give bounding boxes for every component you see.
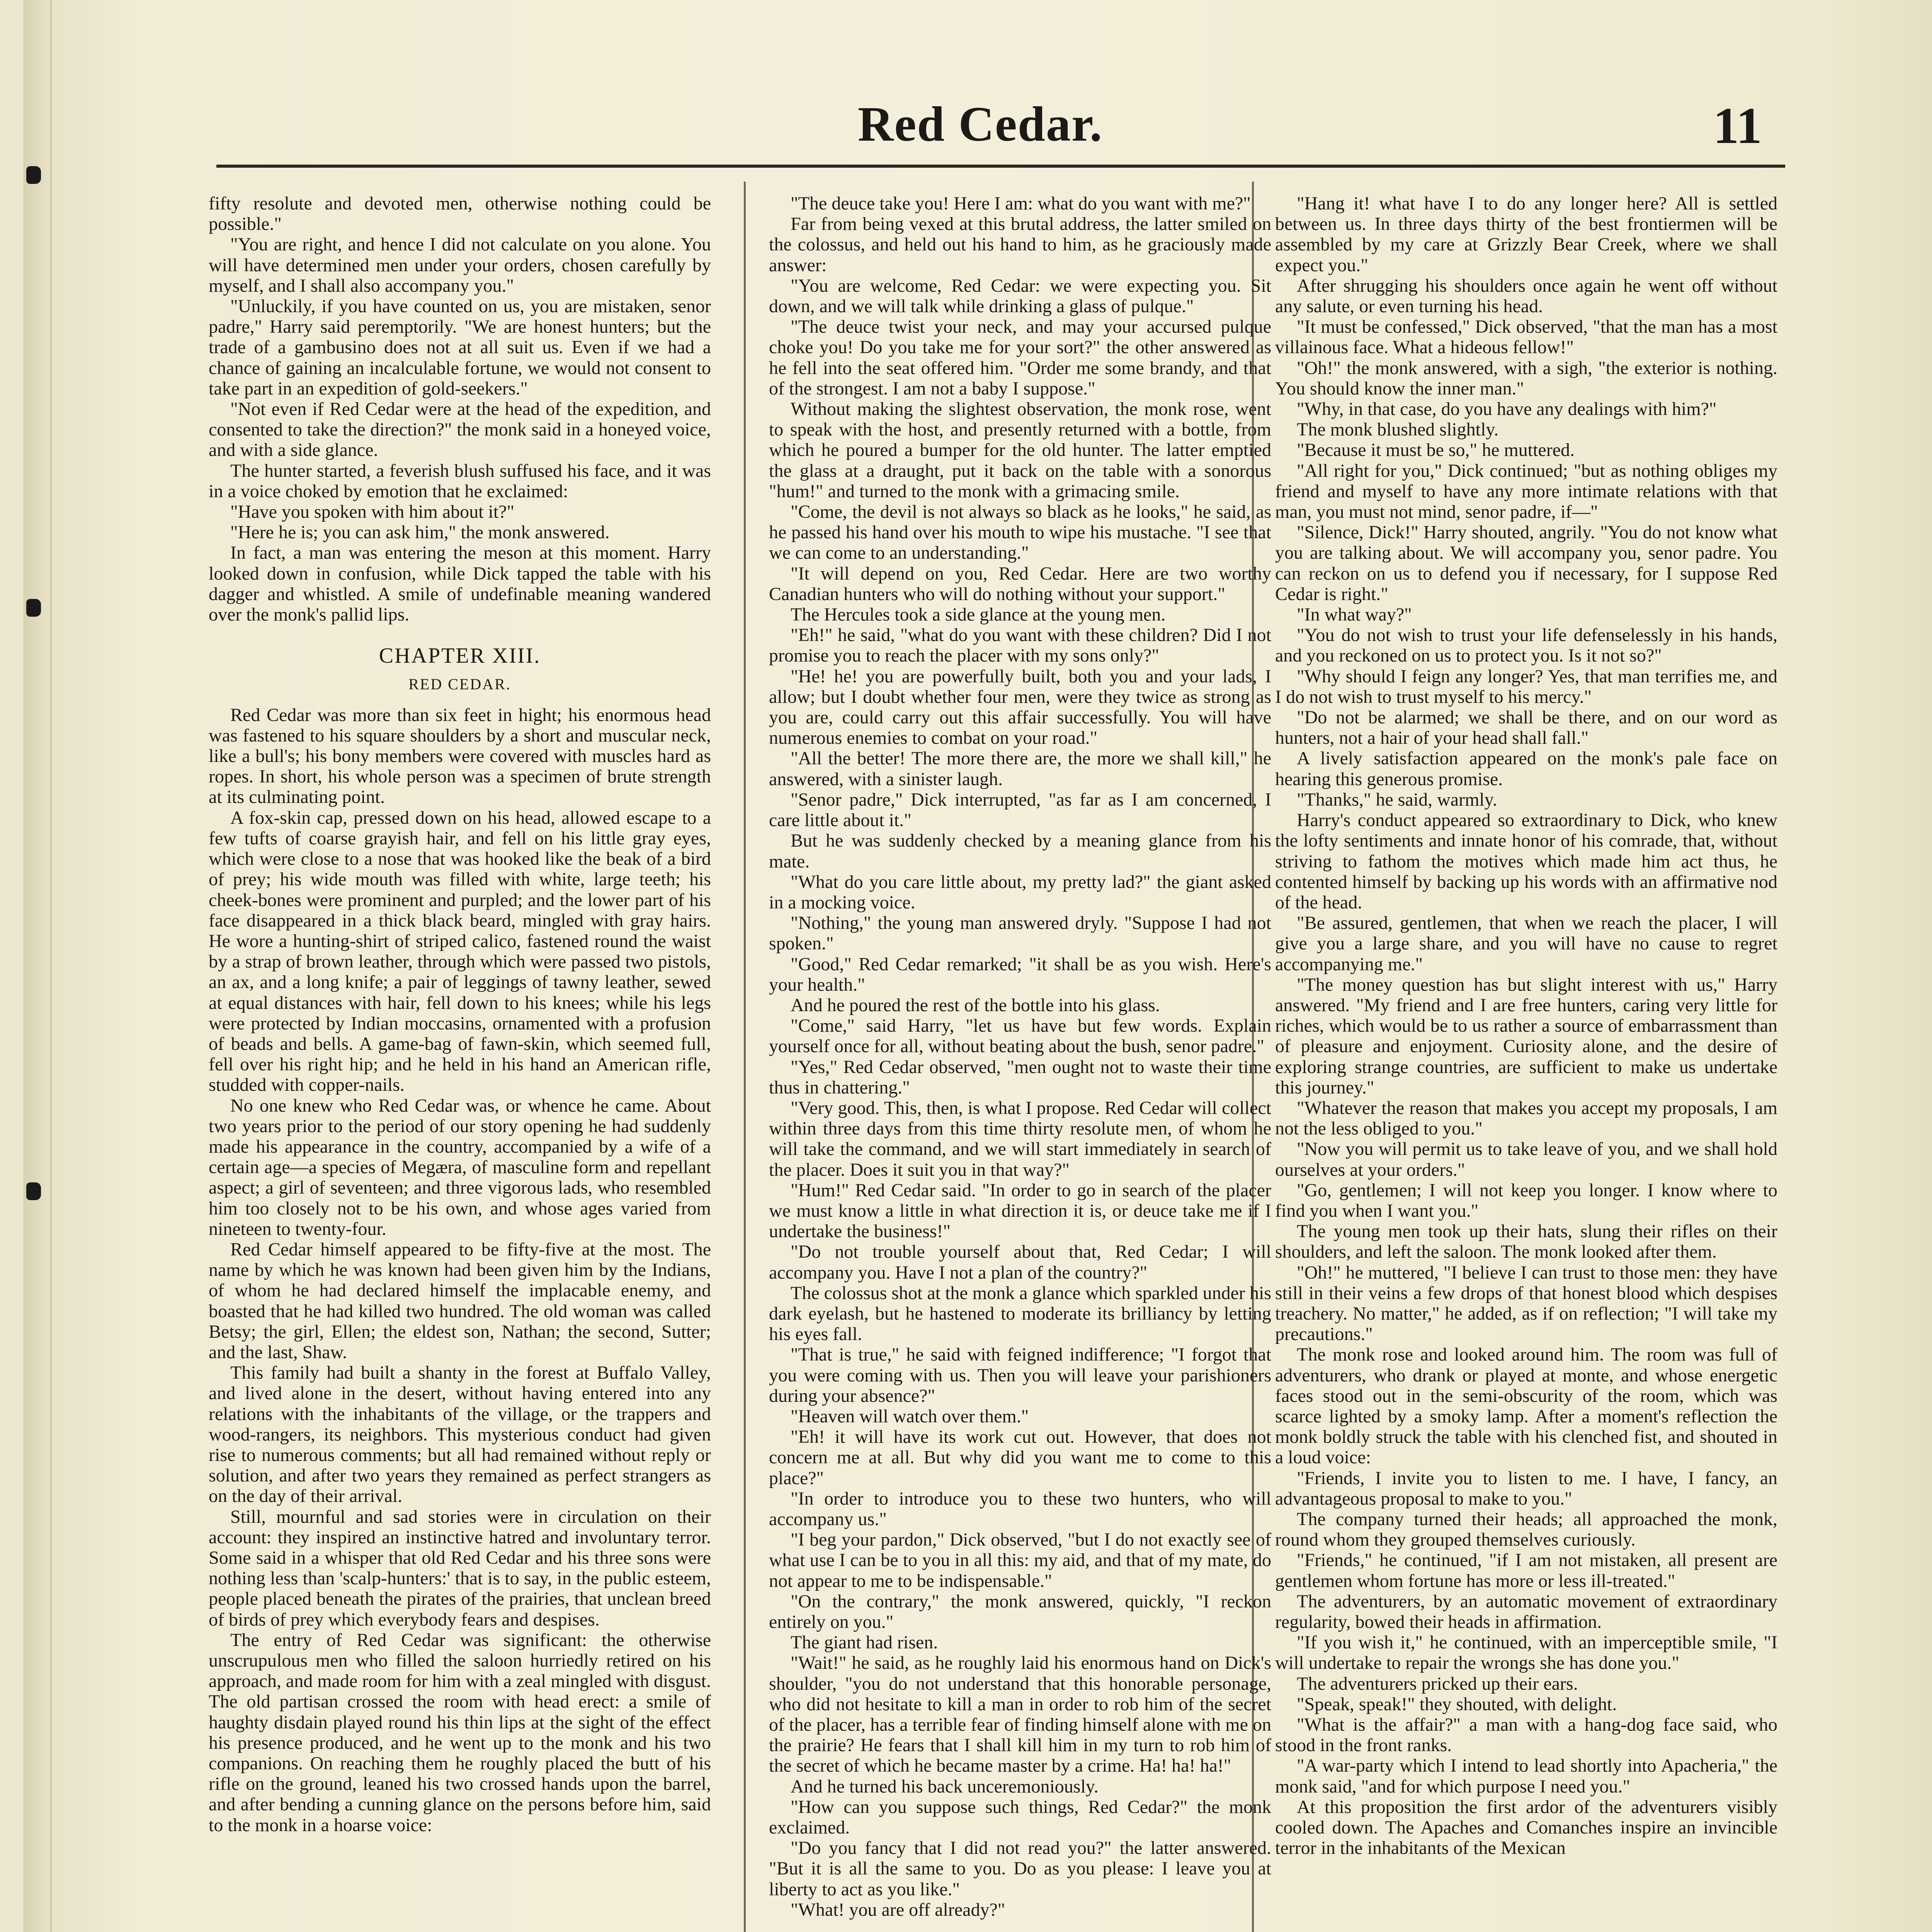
paragraph: fifty resolute and devoted men, otherwise nothing could be possible." [209,193,711,235]
paragraph: "Thanks," he said, warmly. [1297,789,1497,810]
paragraph: The Hercules took a side glance at the young men. [791,604,1166,625]
paragraph: Without making the slightest observation, the monk rose, went to speak with the host, and presently returned with a bottle, from which he poured a bumper for the old hunter. The latter emptied the glass at a draught, put it back on the table with a sonorous "hum!" and turned to the monk with a grimacing smile. [769,399,1271,502]
paragraph: The giant had risen. [791,1632,938,1653]
paragraph: "Now you will permit us to take leave of you, and we shall hold ourselves at your orders." [1275,1139,1777,1180]
paragraph: "Wait!" he said, as he roughly laid his enormous hand on Dick's shoulder, "you do not understand that this honorable personage, who did not hesitate to kill a man in order to rob him of the secret of the placer, has a terrible fear of finding himself alone with me on the prairie? He fears that I shall kill him in my turn to rob him of the secret of which he became master by a crime. Ha! ha! ha!" [769,1653,1271,1776]
paragraph: The monk blushed slightly. [1297,419,1499,440]
binding-pin [26,1182,41,1200]
paragraph: "Eh!" he said, "what do you want with these children? Did I not promise you to reach the placer with my sons only?" [769,625,1271,666]
paragraph: Red Cedar himself appeared to be fifty-five at the most. The name by which he was known had been given him by the Indians, of whom he had declared himself the implacable enemy, and boasted that he had killed two hundred. The old woman was called Betsy; the girl, Ellen; the eldest son, Nathan; the second, Sutter; and the last, Shaw. [209,1239,711,1362]
paragraph: "Do not trouble yourself about that, Red Cedar; I will accompany you. Have I not a plan of the country?" [769,1242,1271,1283]
paragraph: The company turned their heads; all approached the monk, round whom they grouped themselves curiously. [1275,1509,1777,1550]
paragraph: Red Cedar was more than six feet in hight; his enormous head was fastened to his square shoulders by a short and muscular neck, like a bull's; his bony members were covered with muscles hard as ropes. In short, his whole person was a specimen of brute strength at its culminating point. [209,704,711,808]
paragraph: "Silence, Dick!" Harry shouted, angrily. "You do not know what you are talking about. We will accompany you, senor padre. You can reckon on us to defend you if necessary, for I suppose Red Cedar is right." [1275,522,1777,604]
paragraph: But he was suddenly checked by a meaning glance from his mate. [769,830,1271,872]
paragraph: "The deuce twist your neck, and may your accursed pulque choke you! Do you take me for your sort?" the other answered as he fell into the seat offered him. "Order me some brandy, and that of the strongest. I am not a baby I suppose." [769,316,1271,399]
paragraph: "Friends, I invite you to listen to me. I have, I fancy, an advantageous proposal to make to you." [1275,1468,1777,1509]
paragraph: The adventurers pricked up their ears. [1297,1673,1578,1694]
paragraph: "Nothing," the young man answered dryly. "Suppose I had not spoken." [769,913,1271,954]
paragraph: "Eh! it will have its work cut out. However, that does not concern me at all. But why did you want me to come to this place?" [769,1427,1271,1488]
paragraph: "What! you are off already?" [791,1899,1005,1920]
paragraph: This family had built a shanty in the forest at Buffalo Valley, and lived alone in the desert, without having entered into any relations with the inhabitants of the village, or the trappers and wood-rangers, its neighbors. This mysterious conduct had given rise to numerous comments; but all had remained without reply or solution, and after two years they remained as perfect strangers as on the day of their arrival. [209,1362,711,1507]
paragraph: "Unluckily, if you have counted on us, you are mistaken, senor padre," Harry said peremptorily. "We are honest hunters; but the trade of a gambusino does not at all suit us. Even if we had a chance of gaining an incalculable fortune, we would not consent to take part in an expedition of gold-seekers." [209,296,711,399]
column-divider [744,182,746,1932]
paragraph: The colossus shot at the monk a glance which sparkled under his dark eyelash, but he hastened to moderate its brilliancy by letting his eyes fall. [769,1282,1271,1345]
paragraph: "How can you suppose such things, Red Cedar?" the monk exclaimed. [769,1796,1271,1838]
paragraph: "The money question has but slight interest with us," Harry answered. "My friend and I are free hunters, caring very little for riches, which would be to us rather a source of embarrassment than of pleasure and enjoyment. Curiosity alone, and the desire of exploring strange countries, are sufficient to make us undertake this journey." [1275,974,1777,1098]
paragraph: "In what way?" [1297,604,1412,625]
paragraph: "A war-party which I intend to lead shortly into Apacheria," the monk said, "and for which purpose I need you." [1275,1755,1777,1797]
paragraph: And he turned his back unceremoniously. [791,1776,1099,1797]
paragraph: "Very good. This, then, is what I propose. Red Cedar will collect within three days from this time thirty resolute men, of whom he will take the command, and we will start immediately in search of the placer. Does it suit you in that way?" [769,1097,1271,1180]
paragraph: Harry's conduct appeared so extraordinary to Dick, who knew the lofty sentiments and innate honor of his comrade, that, without striving to fathom the motives which made him act thus, he contented himself by backing up his words with an affirmative nod of the head. [1275,810,1777,913]
running-title: Red Cedar. [858,97,1103,151]
paragraph: "Good," Red Cedar remarked; "it shall be as you wish. Here's your health." [769,954,1271,995]
paragraph: "On the contrary," the monk answered, quickly, "I reckon entirely on you." [769,1591,1271,1633]
paragraph: "Yes," Red Cedar observed, "men ought not to waste their time thus in chattering." [769,1056,1271,1098]
paragraph: In fact, a man was entering the meson at this moment. Harry looked down in confusion, while Dick tapped the table with his dagger and whistled. A smile of undefinable meaning wandered over the monk's pallid lips. [209,543,711,625]
binding-pin [26,166,41,184]
paragraph: "It must be confessed," Dick observed, "that the man has a most villainous face. What a hideous fellow!" [1275,316,1777,358]
paragraph: "In order to introduce you to these two hunters, who will accompany us." [769,1488,1271,1529]
paragraph: The monk rose and looked around him. The room was full of adventurers, who drank or played at monte, and whose energetic faces stood out in the semi-obscurity of the room, which was scarce lighted by a smoky lamp. After a moment's reflection the monk boldly struck the table with his clenched fist, and shouted in a loud voice: [1275,1344,1777,1468]
paragraph: "Do you fancy that I did not read you?" the latter answered. "But it is all the same to you. Do as you please: I leave you at liberty to act as you like." [769,1838,1271,1900]
paragraph: The entry of Red Cedar was significant: the otherwise unscrupulous men who filled the saloon hurriedly retired on his approach, and made room for him with a zeal mingled with disgust. The old partisan crossed the room with head erect: a smile of haughty disdain played round his thin lips at the sight of the effect his presence produced, and he went up to the monk and his two companions. On reaching them he roughly placed the butt of his rifle on the ground, leaned his two crossed hands upon the barrel, and after bending a cunning glance on the persons before him, said to the monk in a hoarse voice: [209,1629,711,1835]
paragraph: "Hum!" Red Cedar said. "In order to go in search of the placer we must know a little in what direction it is, or deuce take me if I undertake the business!" [769,1180,1271,1242]
paragraph: At this proposition the first ardor of the adventurers visibly cooled down. The Apaches and Comanches inspire an invincible terror in the inhabitants of the Mexican [1275,1796,1777,1859]
paragraph: "Why, in that case, do you have any dealings with him?" [1297,399,1717,420]
paragraph: And he poured the rest of the bottle into his glass. [791,995,1160,1015]
paragraph: "Have you spoken with him about it?" [230,502,515,522]
chapter-heading: CHAPTER XIII. [379,644,541,668]
paragraph: "You do not wish to trust your life defenselessly in his hands, and you reckoned on us to protect you. Is it not so?" [1275,625,1777,666]
paragraph: "You are welcome, Red Cedar: we were expecting you. Sit down, and we will talk while drinking a glass of pulque." [769,275,1271,317]
page-number: 11 [1713,97,1762,154]
paragraph: After shrugging his shoulders once again he went off without any salute, or even turning his head. [1275,275,1777,317]
paragraph: The hunter started, a feverish blush suffused his face, and it was in a voice choked by emotion that he exclaimed: [209,460,711,502]
paragraph: "Senor padre," Dick interrupted, "as far as I am concerned, I care little about it." [769,789,1271,831]
paragraph: "I beg your pardon," Dick observed, "but I do not exactly see of what use I can be to you in all this: my aid, and that of my mate, do not appear to me to be indispensable." [769,1529,1271,1591]
paragraph: "Because it must be so," he muttered. [1297,440,1575,461]
paragraph: "What do you care little about, my pretty lad?" the giant asked in a mocking voice. [769,871,1271,913]
paragraph: "Hang it! what have I to do any longer here? All is settled between us. In three days thirty of the best frontiermen will be assembled by my care at Grizzly Bear Creek, where we shall expect you." [1275,193,1777,276]
paragraph: "Oh!" the monk answered, with a sigh, "the exterior is nothing. You should know the inner man." [1275,357,1777,399]
paragraph: "Do not be alarmed; we shall be there, and on our word as hunters, not a hair of your head shall fall." [1275,707,1777,748]
paragraph: "All the better! The more there are, the more we shall kill," he answered, with a sinister laugh. [769,748,1271,789]
paragraph: "You are right, and hence I did not calculate on you alone. You will have determined men under your orders, chosen carefully by myself, and I shall also accompany you." [209,234,711,296]
paragraph: "Here he is; you can ask him," the monk answered. [230,522,610,543]
text-column-2 [769,193,1271,1932]
paragraph: A lively satisfaction appeared on the monk's pale face on hearing this generous promise. [1275,748,1777,789]
paragraph: Still, mournful and sad stories were in circulation on their account: they inspired an instinctive hatred and involuntary terror. Some said in a whisper that old Red Cedar and his three sons were nothing less than 'scalp-hunters:' that is to say, in the public esteem, people placed beneath the pirates of the prairies, that unclean breed of birds of prey which everybody fears and despises. [209,1506,711,1630]
paragraph: A fox-skin cap, pressed down on his head, allowed escape to a few tufts of coarse grayish hair, and fell on his little gray eyes, which were close to a nose that was hooked like the beak of a bird of prey; his wide mouth was filled with white, large teeth; his cheek-bones were prominent and purpled; and the lower part of his face disappeared in a thick black beard, mingled with gray hairs. He wore a hunting-shirt of striped calico, fastened round the waist by a strap of brown leather, through which were passed two pistols, an ax, and a long knife; a pair of leggings of tawny leather, sewed at equal distances with hair, fell down to his knees; while his legs were protected by Indian moccasins, ornamented with a profusion of beads and bells. A game-bag of fawn-skin, which seemed full, fell over his right hip; and he held in his hand an American rifle, studded with copper-nails. [209,807,711,1095]
paragraph: "All right for you," Dick continued; "but as nothing obliges my friend and myself to have any more intimate relations with that man, you must not mind, senor padre, if—" [1275,460,1777,522]
page-binding [23,0,52,1932]
paragraph: The young men took up their hats, slung their rifles on their shoulders, and left the saloon. The monk looked after them. [1275,1221,1777,1262]
page-header [216,96,1785,154]
paragraph: "Heaven will watch over them." [791,1406,1029,1427]
paragraph: "Friends," he continued, "if I am not mistaken, all present are gentlemen whom fortune has more or less ill-treated." [1275,1550,1777,1591]
text-column-1 [209,193,711,1932]
paragraph: "Why should I feign any longer? Yes, that man terrifies me, and I do not wish to trust myself to his mercy." [1275,666,1777,707]
header-rule [216,165,1785,168]
paragraph: "Come," said Harry, "let us have but few words. Explain yourself once for all, without beating about the bush, senor padre." [769,1015,1271,1057]
paragraph: "Come, the devil is not always so black as he looks," he said, as he passed his hand over his mouth to wipe his mustache. "I see that we can come to an understanding." [769,502,1271,563]
paragraph: "What is the affair?" a man with a hang-dog face said, who stood in the front ranks. [1275,1714,1777,1756]
paragraph: "Be assured, gentlemen, that when we reach the placer, I will give you a large share, and you will have no cause to regret accompanying me." [1275,913,1777,975]
paragraph: The adventurers, by an automatic movement of extraordinary regularity, bowed their heads in affirmation. [1275,1591,1777,1633]
chapter-title: RED CEDAR. [408,675,511,693]
paragraph: "Speak, speak!" they shouted, with delight. [1297,1694,1617,1714]
paragraph: "Go, gentlemen; I will not keep you longer. I know where to find you when I want you." [1275,1180,1777,1221]
paragraph: "Oh!" he muttered, "I believe I can trust to those men: they have still in their veins a few drops of that honest blood which despises treachery. No matter," he added, as if on reflection; "I will take my precautions." [1275,1262,1777,1345]
paragraph: No one knew who Red Cedar was, or whence he came. About two years prior to the period of our story opening he had suddenly made his appearance in the country, accompanied by a wife of a certain age—a species of Megæra, of masculine form and repellant aspect; a girl of seventeen; and three vigorous lads, who resembled him too closely not to be his own, and whose ages varied from nineteen to twenty-four. [209,1095,711,1239]
text-column-3 [1275,193,1777,1932]
paragraph: "It will depend on you, Red Cedar. Here are two worthy Canadian hunters who will do nothing without your support." [769,563,1271,604]
paragraph: "He! he! you are powerfully built, both you and your lads, I allow; but I doubt whether four men, were they twice as strong as you are, could carry out this affair successfully. You will have numerous enemies to combat on your road." [769,666,1271,748]
paragraph: Far from being vexed at this brutal address, the latter smiled on the colossus, and held out his hand to him, as he graciously made answer: [769,214,1271,276]
paragraph: "The deuce take you! Here I am: what do you want with me?" [791,193,1251,214]
paragraph: "Not even if Red Cedar were at the head of the expedition, and consented to take the direction?" the monk said in a honeyed voice, and with a side glance. [209,399,711,461]
paragraph: "If you wish it," he continued, with an imperceptible smile, "I will undertake to repair the wrongs she has done you." [1275,1632,1777,1673]
binding-pin [26,599,41,617]
paragraph: "That is true," he said with feigned indifference; "I forgot that you were coming with us. Then you will leave your parishioners during your absence?" [769,1344,1271,1406]
paragraph: "Whatever the reason that makes you accept my proposals, I am not the less obliged to you." [1275,1097,1777,1139]
